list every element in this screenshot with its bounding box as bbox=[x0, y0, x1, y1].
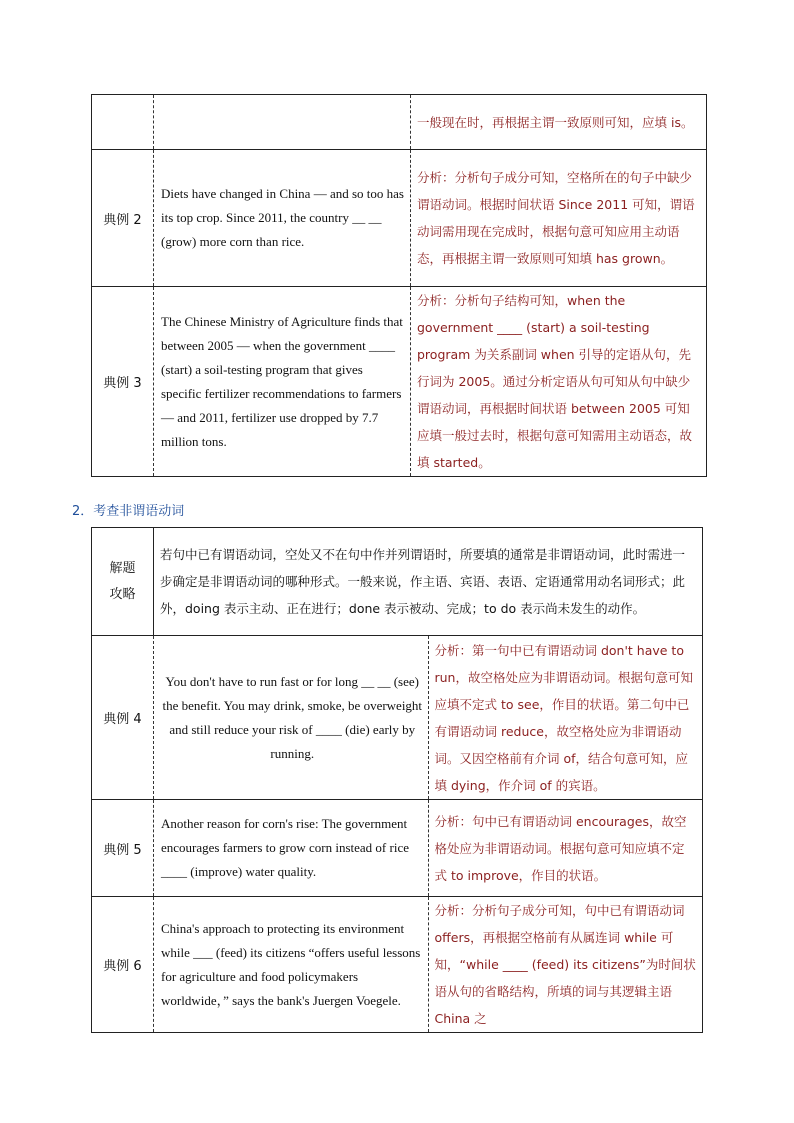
table-row bbox=[92, 95, 707, 150]
question-text: China's approach to protecting its environment while ___ (feed) its citizens “offers useful lessons for agriculture and food policymakers worldwide，” says the bank's Juergen Voegele. bbox=[161, 920, 421, 1008]
table-examples-2 bbox=[91, 527, 703, 1033]
table-row bbox=[92, 897, 703, 1033]
table-row bbox=[92, 800, 703, 897]
table-examples-1 bbox=[91, 94, 707, 477]
analysis-text: 分析：分析句子结构可知，when the government ____ (start) a soil-testing program 为关系副词 when 引导的定语从句，先行词为 2005。通过分析定语从句可知从句中缺少谓语动词，再根据时间状语 between 2005 可知应填一般过去时，根据句意可知需用主动语态，故填 started。 bbox=[417, 293, 693, 470]
label-cell-empty bbox=[92, 95, 154, 150]
guide-label bbox=[92, 528, 154, 636]
question-text: Diets have changed in China — and so too has its top crop. Since 2011, the country __ __ (grow) more corn than rice. bbox=[161, 186, 404, 249]
analysis-cell bbox=[411, 287, 707, 477]
guide-text: 若句中已有谓语动词，空处又不在句中作并列谓语时，所要填的通常是非谓语动词，此时需进一步确定是非谓语动词的哪种形式。一般来说，作主语、宾语、表语、定语通常用动名词形式；此外，doing 表示主动、正在进行；done 表示被动、完成；to do 表示尚未发生的动作。 bbox=[160, 547, 686, 616]
analysis-text: 分析：分析句子成分可知，句中已有谓语动词 offers，再根据空格前有从属连词 while 可知，“while ____ (feed) its citizens”为时间状语从句的省略结构，所填的词与其逻辑主语 China 之 bbox=[434, 903, 696, 1026]
analysis-cell bbox=[411, 95, 707, 150]
example-label: 典例 5 bbox=[92, 800, 154, 897]
table-row bbox=[92, 150, 707, 287]
question-cell bbox=[154, 800, 429, 897]
table-row bbox=[92, 636, 703, 800]
question-cell bbox=[154, 150, 411, 287]
analysis-cell bbox=[428, 800, 703, 897]
question-text: Another reason for corn's rise: The government encourages farmers to grow corn instead of rice ____ (improve) water quality. bbox=[161, 816, 409, 879]
section-heading: 2．考查非谓语动词 bbox=[72, 504, 185, 519]
analysis-text: 一般现在时，再根据主谓一致原则可知，应填 is。 bbox=[417, 114, 694, 130]
table-row bbox=[92, 528, 703, 636]
question-cell bbox=[154, 287, 411, 477]
question-cell bbox=[154, 636, 429, 800]
example-label: 典例 3 bbox=[92, 287, 154, 477]
analysis-cell bbox=[428, 636, 703, 800]
example-label: 典例 2 bbox=[92, 150, 154, 287]
analysis-text: 分析：第一句中已有谓语动词 don't have to run，故空格处应为非谓语动词。根据句意可知应填不定式 to see，作目的状语。第二句中已有谓语动词 reduce，故空格处应为非谓语动词。又因空格前有介词 of，结合句意可知，应填 dying，作介词 of 的宾语。 bbox=[434, 642, 693, 793]
question-text: You don't have to run fast or for long __ __ (see) the benefit. You may drink, smoke, be overweight and still reduce your risk of ____ (die) early by running. bbox=[162, 673, 423, 761]
analysis-cell bbox=[428, 897, 703, 1033]
example-label: 典例 6 bbox=[92, 897, 154, 1033]
question-text: The Chinese Ministry of Agriculture finds that between 2005 — when the government ____ (start) a soil-testing program that gives specific fertilizer recommendations to farmers — and 2011, fertilizer use dropped by 7.7 million tons. bbox=[161, 313, 403, 449]
analysis-cell bbox=[411, 150, 707, 287]
example-label: 典例 4 bbox=[92, 636, 154, 800]
analysis-text: 分析：分析句子成分可知，空格所在的句子中缺少谓语动词。根据时间状语 Since 2011 可知，谓语动词需用现在完成时，根据句意可知应用主动语态，再根据主谓一致原则可知填 has grown。 bbox=[417, 170, 695, 266]
table-row bbox=[92, 287, 707, 477]
analysis-text: 分析：句中已有谓语动词 encourages，故空格处应为非谓语动词。根据句意可知应填不定式 to improve，作目的状语。 bbox=[434, 813, 687, 883]
guide-cell bbox=[154, 528, 703, 636]
question-cell bbox=[154, 897, 429, 1033]
question-cell-empty bbox=[154, 95, 411, 150]
guide-label-text: 解题攻略 bbox=[109, 560, 136, 602]
